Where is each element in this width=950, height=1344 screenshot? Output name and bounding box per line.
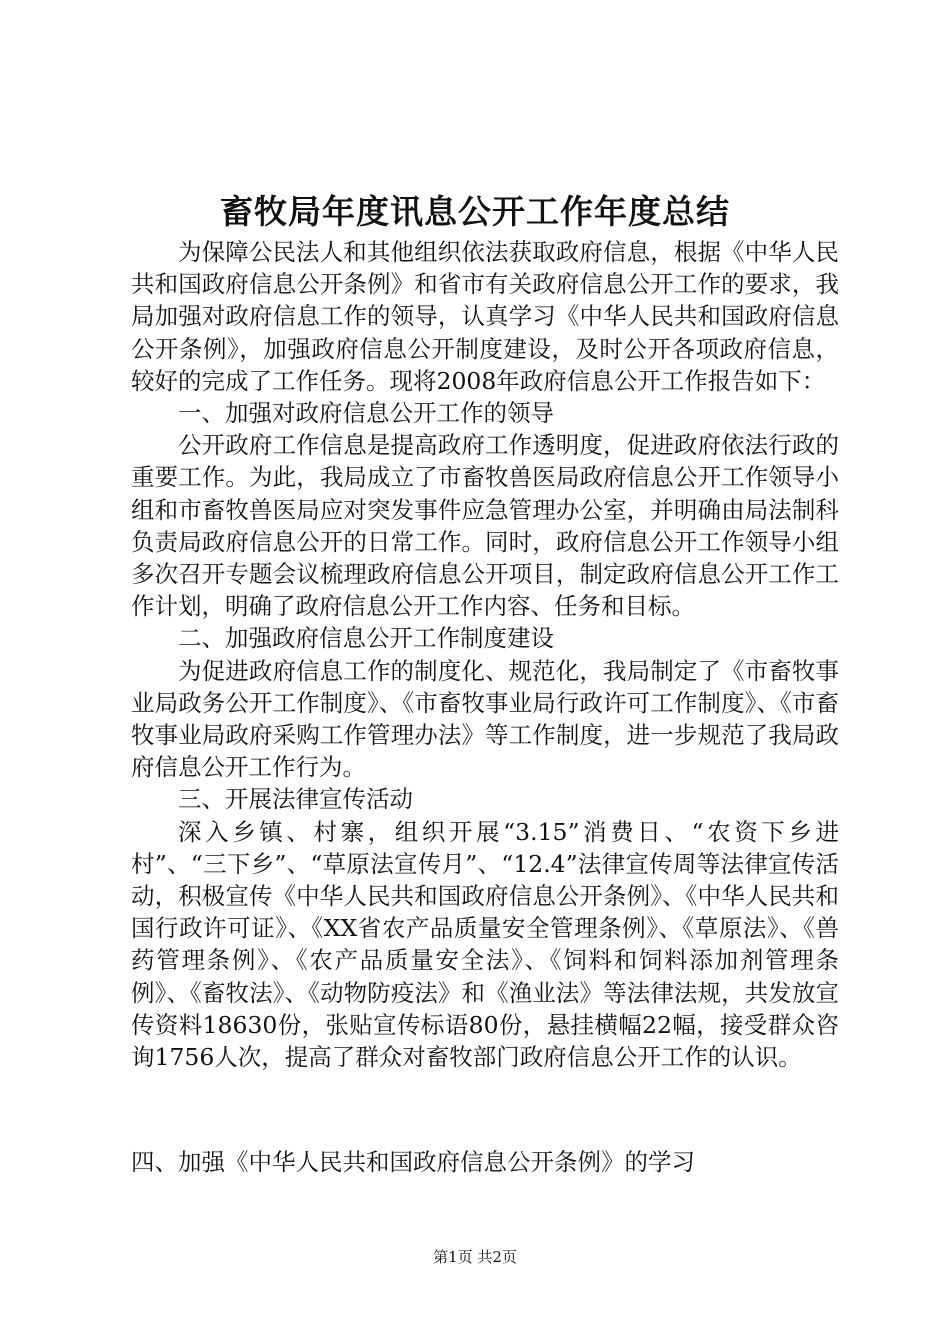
section-1-heading: 一、加强对政府信息公开工作的领导 [178,399,554,428]
section-1-paragraph: 公开政府工作信息是提高政府工作透明度，促进政府依法行政的重要工作。为此，我局成立了市畜牧兽医局政府信息公开工作领导小组和市畜牧兽医局应对突发事件应急管理办公室，并明确由局法制科负责局政府信息公开的日常工作。同时，政府信息公开工作领导小组多次召开专题会议梳理政府信息公开项目，制定政府信息公开工作工作计划，明确了政府信息公开工作内容、任务和目标。 [131,431,839,621]
intro-paragraph: 为保障公民法人和其他组织依法获取政府信息，根据《中华人民共和国政府信息公开条例》和省市有关政府信息公开工作的要求，我局加强对政府信息工作的领导，认真学习《中华人民共和国政府信息公开条例》，加强政府信息公开制度建设，及时公开各项政府信息，较好的完成了工作任务。现将2008年政府信息公开工作报告如下： [131,238,839,395]
section-3-heading: 三、开展法律宣传活动 [178,785,413,814]
section-2-paragraph: 为促进政府信息工作的制度化、规范化，我局制定了《市畜牧事业局政务公开工作制度》、《市畜牧事业局行政许可工作制度》、《市畜牧事业局政府采购工作管理办法》等工作制度，进一步规范了我局政府信息公开工作行为。 [131,656,839,782]
document-body [131,236,839,1073]
section-4-heading: 四、加强《中华人民共和国政府信息公开条例》的学习 [131,1148,695,1176]
document-title: 畜牧局年度讯息公开工作年度总结 [220,192,730,231]
page-number-footer: 第1页 共2页 [433,1248,517,1266]
section-2-heading: 二、加强政府信息公开工作制度建设 [178,624,554,653]
section-3-paragraph: 深入乡镇、村寨，组织开展“3.15”消费日、“农资下乡进村”、“三下乡”、“草原法宣传月”、“12.4”法律宣传周等法律宣传活动，积极宣传《中华人民共和国政府信息公开条例》、《中华人民共和国行政许可证》、《XX省农产品质量安全管理条例》、《草原法》、《兽药管理条例》、《农产品质量安全法》、《饲料和饲料添加剂管理条例》、《畜牧法》、《动物防疫法》和《渔业法》等法律法规，共发放宣传资料18630份，张贴宣传标语80份，悬挂横幅22幅，接受群众咨询1756人次，提高了群众对畜牧部门政府信息公开工作的认识。 [131,817,839,1072]
